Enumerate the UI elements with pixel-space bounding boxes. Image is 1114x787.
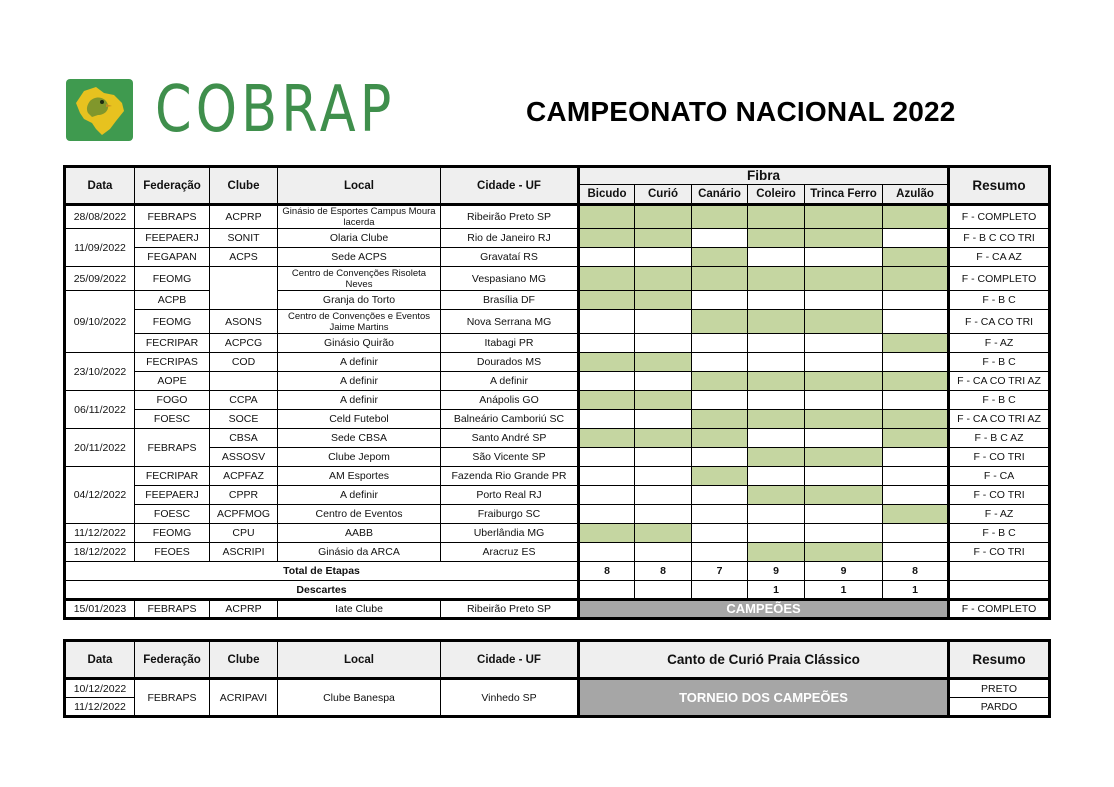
- total-resumo-cell: [949, 562, 1050, 581]
- date-cell: 15/01/2023: [65, 600, 135, 619]
- federacao-cell: FECRIPAR: [135, 334, 210, 353]
- table1-header-row: [65, 167, 1050, 185]
- resumo-cell: F - CA CO TRI AZ: [949, 410, 1050, 429]
- date-cell: 20/11/2022: [65, 429, 135, 467]
- local-cell: A definir: [278, 372, 441, 391]
- federacao-cell: FOESC: [135, 410, 210, 429]
- cidade-cell: Aracruz ES: [441, 543, 579, 562]
- resumo-cell: F - B C: [949, 524, 1050, 543]
- fibra-cell-canario: [692, 410, 748, 429]
- descartes-cell-azulao: 1: [883, 581, 949, 600]
- local-cell: A definir: [278, 391, 441, 410]
- date-cell: 09/10/2022: [65, 291, 135, 353]
- descartes-row: [65, 581, 1050, 600]
- local-cell: Sede ACPS: [278, 248, 441, 267]
- table-row: [65, 524, 1050, 543]
- fibra-cell-bicudo: [579, 505, 635, 524]
- fibra-cell-trinca-ferro: [805, 310, 883, 334]
- clube-cell: CCPA: [210, 391, 278, 410]
- fibra-cell-azulao: [883, 248, 949, 267]
- cidade-cell: Nova Serrana MG: [441, 310, 579, 334]
- header-resumo: Resumo: [949, 167, 1050, 205]
- header-event: Canto de Curió Praia Clássico: [579, 641, 949, 679]
- clube-cell: CBSA: [210, 429, 278, 448]
- fibra-cell-trinca-ferro: [805, 543, 883, 562]
- cidade-cell: Dourados MS: [441, 353, 579, 372]
- fibra-cell-curio: [635, 291, 692, 310]
- fibra-cell-trinca-ferro: [805, 486, 883, 505]
- cidade-cell: Ribeirão Preto SP: [441, 205, 579, 229]
- cidade-cell: Anápolis GO: [441, 391, 579, 410]
- table2-header-row: [65, 641, 1050, 679]
- resumo-cell: F - COMPLETO: [949, 600, 1050, 619]
- total-cell-trinca-ferro: 9: [805, 562, 883, 581]
- fibra-cell-trinca-ferro: [805, 372, 883, 391]
- cidade-cell: Ribeirão Preto SP: [441, 600, 579, 619]
- fibra-cell-curio: [635, 310, 692, 334]
- fibra-cell-curio: [635, 334, 692, 353]
- clube-cell: ACPRP: [210, 205, 278, 229]
- fibra-cell-bicudo: [579, 353, 635, 372]
- cidade-cell: Rio de Janeiro RJ: [441, 229, 579, 248]
- header-fibra-trinca-ferro: Trinca Ferro: [805, 185, 883, 205]
- clube-cell: ACPFMOG: [210, 505, 278, 524]
- fibra-cell-canario: [692, 429, 748, 448]
- resumo-cell: F - B C: [949, 291, 1050, 310]
- fibra-cell-bicudo: [579, 229, 635, 248]
- header-data: Data: [65, 641, 135, 679]
- torneio-banner: TORNEIO DOS CAMPEÕES: [579, 679, 949, 717]
- fibra-cell-trinca-ferro: [805, 467, 883, 486]
- federacao-cell: FOGO: [135, 391, 210, 410]
- fibra-cell-curio: [635, 467, 692, 486]
- cidade-cell: Fraiburgo SC: [441, 505, 579, 524]
- table-row: [65, 334, 1050, 353]
- fibra-cell-azulao: [883, 310, 949, 334]
- table-row: [65, 448, 1050, 467]
- fibra-cell-canario: [692, 486, 748, 505]
- fibra-cell-canario: [692, 543, 748, 562]
- fibra-cell-curio: [635, 229, 692, 248]
- descartes-cell-curio: [635, 581, 692, 600]
- federacao-cell: FEEPAERJ: [135, 486, 210, 505]
- local-cell: Ginásio Quirão: [278, 334, 441, 353]
- header-local: Local: [278, 641, 441, 679]
- fibra-cell-coleiro: [748, 267, 805, 291]
- resumo-cell: F - B C: [949, 353, 1050, 372]
- resumo-cell: F - B C AZ: [949, 429, 1050, 448]
- local-cell: Ginásio da ARCA: [278, 543, 441, 562]
- date-cell: 04/12/2022: [65, 467, 135, 524]
- fibra-cell-trinca-ferro: [805, 334, 883, 353]
- cidade-cell: Vinhedo SP: [441, 679, 579, 717]
- fibra-cell-coleiro: [748, 486, 805, 505]
- fibra-cell-canario: [692, 448, 748, 467]
- fibra-cell-curio: [635, 248, 692, 267]
- local-cell: Centro de Eventos: [278, 505, 441, 524]
- fibra-cell-coleiro: [748, 353, 805, 372]
- federacao-cell: ACPB: [135, 291, 210, 310]
- header-fibra-curio: Curió: [635, 185, 692, 205]
- table-row: [65, 429, 1050, 448]
- local-cell: Centro de Convenções e Eventos Jaime Martins: [278, 310, 441, 334]
- resumo-cell: F - COMPLETO: [949, 205, 1050, 229]
- fibra-cell-canario: [692, 229, 748, 248]
- fibra-cell-coleiro: [748, 310, 805, 334]
- resumo-cell: F - CO TRI: [949, 543, 1050, 562]
- federacao-cell: FECRIPAR: [135, 467, 210, 486]
- header-federacao: Federação: [135, 641, 210, 679]
- resumo-cell: F - CO TRI: [949, 486, 1050, 505]
- fibra-cell-trinca-ferro: [805, 505, 883, 524]
- clube-cell: ASONS: [210, 310, 278, 334]
- federacao-cell: FEOMG: [135, 267, 210, 291]
- brand-name: COBRAP: [155, 73, 396, 147]
- cidade-cell: Porto Real RJ: [441, 486, 579, 505]
- header-clube: Clube: [210, 641, 278, 679]
- local-cell: Celd Futebol: [278, 410, 441, 429]
- date-cell: 23/10/2022: [65, 353, 135, 391]
- fibra-cell-trinca-ferro: [805, 229, 883, 248]
- cidade-cell: Gravataí RS: [441, 248, 579, 267]
- federacao-cell: FEBRAPS: [135, 429, 210, 467]
- header-cidade: Cidade - UF: [441, 641, 579, 679]
- fibra-cell-coleiro: [748, 334, 805, 353]
- table-row: [65, 372, 1050, 391]
- fibra-cell-curio: [635, 205, 692, 229]
- fibra-cell-coleiro: [748, 505, 805, 524]
- fibra-cell-azulao: [883, 448, 949, 467]
- fibra-cell-azulao: [883, 291, 949, 310]
- local-cell: Olaria Clube: [278, 229, 441, 248]
- header-cidade: Cidade - UF: [441, 167, 579, 205]
- fibra-cell-bicudo: [579, 410, 635, 429]
- resumo-cell: PRETO: [949, 679, 1050, 698]
- fibra-cell-bicudo: [579, 372, 635, 391]
- fibra-cell-azulao: [883, 410, 949, 429]
- header-fibra: Fibra: [579, 167, 949, 185]
- federacao-cell: AOPE: [135, 372, 210, 391]
- resumo-cell: F - CA: [949, 467, 1050, 486]
- fibra-cell-curio: [635, 486, 692, 505]
- fibra-cell-canario: [692, 391, 748, 410]
- fibra-cell-azulao: [883, 229, 949, 248]
- page-title: CAMPEONATO NACIONAL 2022: [526, 96, 956, 127]
- cidade-cell: Balneário Camboriú SC: [441, 410, 579, 429]
- fibra-cell-canario: [692, 467, 748, 486]
- header-local: Local: [278, 167, 441, 205]
- clube-cell: ACPS: [210, 248, 278, 267]
- fibra-cell-trinca-ferro: [805, 448, 883, 467]
- federacao-cell: FEOMG: [135, 524, 210, 543]
- fibra-cell-trinca-ferro: [805, 248, 883, 267]
- clube-cell: ACRIPAVI: [210, 679, 278, 717]
- fibra-cell-bicudo: [579, 248, 635, 267]
- fibra-cell-azulao: [883, 353, 949, 372]
- fibra-cell-coleiro: [748, 205, 805, 229]
- table-row: [65, 310, 1050, 334]
- clube-cell: ACPRP: [210, 600, 278, 619]
- fibra-cell-coleiro: [748, 543, 805, 562]
- date-cell: 28/08/2022: [65, 205, 135, 229]
- fibra-cell-bicudo: [579, 310, 635, 334]
- fibra-cell-bicudo: [579, 524, 635, 543]
- date-cell: 11/12/2022: [65, 524, 135, 543]
- date-cell: 10/12/2022: [65, 679, 135, 698]
- fibra-cell-trinca-ferro: [805, 429, 883, 448]
- resumo-cell: F - COMPLETO: [949, 267, 1050, 291]
- fibra-cell-trinca-ferro: [805, 353, 883, 372]
- resumo-cell: F - CA CO TRI: [949, 310, 1050, 334]
- torneio-campeoes-table: [63, 639, 1051, 718]
- total-cell-coleiro: 9: [748, 562, 805, 581]
- fibra-cell-trinca-ferro: [805, 267, 883, 291]
- table-row: [65, 267, 1050, 291]
- fibra-cell-azulao: [883, 505, 949, 524]
- cidade-cell: Santo André SP: [441, 429, 579, 448]
- fibra-cell-curio: [635, 505, 692, 524]
- fibra-cell-canario: [692, 505, 748, 524]
- fibra-cell-bicudo: [579, 467, 635, 486]
- clube-cell: [210, 372, 278, 391]
- fibra-cell-bicudo: [579, 543, 635, 562]
- total-label: Total de Etapas: [65, 562, 579, 581]
- clube-cell: SOCE: [210, 410, 278, 429]
- fibra-cell-canario: [692, 291, 748, 310]
- fibra-cell-trinca-ferro: [805, 391, 883, 410]
- federacao-cell: FEBRAPS: [135, 600, 210, 619]
- fibra-cell-curio: [635, 524, 692, 543]
- fibra-cell-coleiro: [748, 291, 805, 310]
- fibra-cell-curio: [635, 267, 692, 291]
- total-cell-bicudo: 8: [579, 562, 635, 581]
- cidade-cell: São Vicente SP: [441, 448, 579, 467]
- fibra-cell-coleiro: [748, 372, 805, 391]
- resumo-cell: F - AZ: [949, 505, 1050, 524]
- local-cell: AABB: [278, 524, 441, 543]
- clube-cell: CPPR: [210, 486, 278, 505]
- fibra-cell-coleiro: [748, 229, 805, 248]
- federacao-cell: FOESC: [135, 505, 210, 524]
- header-fibra-azulao: Azulão: [883, 185, 949, 205]
- fibra-cell-canario: [692, 353, 748, 372]
- fibra-cell-trinca-ferro: [805, 524, 883, 543]
- federacao-cell: FEOMG: [135, 310, 210, 334]
- clube-cell: ASCRIPI: [210, 543, 278, 562]
- descartes-cell-coleiro: 1: [748, 581, 805, 600]
- fibra-cell-azulao: [883, 467, 949, 486]
- total-cell-curio: 8: [635, 562, 692, 581]
- resumo-cell: F - B C: [949, 391, 1050, 410]
- local-cell: A definir: [278, 353, 441, 372]
- local-cell: Iate Clube: [278, 600, 441, 619]
- descartes-resumo-cell: [949, 581, 1050, 600]
- fibra-cell-coleiro: [748, 467, 805, 486]
- local-cell: Centro de Convenções Risoleta Neves: [278, 267, 441, 291]
- table-row: [65, 505, 1050, 524]
- descartes-cell-canario: [692, 581, 748, 600]
- descartes-cell-bicudo: [579, 581, 635, 600]
- cobrap-logo: [66, 79, 133, 141]
- cidade-cell: Fazenda Rio Grande PR: [441, 467, 579, 486]
- fibra-cell-coleiro: [748, 248, 805, 267]
- fibra-cell-azulao: [883, 205, 949, 229]
- resumo-cell: F - CO TRI: [949, 448, 1050, 467]
- fibra-cell-bicudo: [579, 391, 635, 410]
- fibra-cell-canario: [692, 372, 748, 391]
- fibra-cell-coleiro: [748, 429, 805, 448]
- header-fibra-bicudo: Bicudo: [579, 185, 635, 205]
- total-cell-azulao: 8: [883, 562, 949, 581]
- federacao-cell: FEEPAERJ: [135, 229, 210, 248]
- fibra-cell-curio: [635, 543, 692, 562]
- table-row: [65, 543, 1050, 562]
- fibra-cell-bicudo: [579, 486, 635, 505]
- date-cell: 11/12/2022: [65, 698, 135, 717]
- fibra-cell-azulao: [883, 372, 949, 391]
- table-row: [65, 679, 1050, 698]
- cidade-cell: A definir: [441, 372, 579, 391]
- total-row: [65, 562, 1050, 581]
- clube-cell: SONIT: [210, 229, 278, 248]
- header-fibra-canario: Canário: [692, 185, 748, 205]
- clube-cell: CPU: [210, 524, 278, 543]
- championship-schedule-table: [63, 165, 1051, 620]
- fibra-cell-bicudo: [579, 291, 635, 310]
- clube-cell: ASSOSV: [210, 448, 278, 467]
- fibra-cell-canario: [692, 205, 748, 229]
- table-row: [65, 486, 1050, 505]
- fibra-cell-canario: [692, 334, 748, 353]
- final-row: [65, 600, 1050, 619]
- header-fibra-coleiro: Coleiro: [748, 185, 805, 205]
- cidade-cell: Brasília DF: [441, 291, 579, 310]
- resumo-cell: F - CA AZ: [949, 248, 1050, 267]
- table-row: [65, 248, 1050, 267]
- resumo-cell: F - AZ: [949, 334, 1050, 353]
- fibra-cell-curio: [635, 448, 692, 467]
- fibra-cell-canario: [692, 248, 748, 267]
- cidade-cell: Uberlândia MG: [441, 524, 579, 543]
- fibra-cell-azulao: [883, 543, 949, 562]
- fibra-cell-canario: [692, 524, 748, 543]
- date-cell: 18/12/2022: [65, 543, 135, 562]
- cidade-cell: Itabagi PR: [441, 334, 579, 353]
- cidade-cell: Vespasiano MG: [441, 267, 579, 291]
- fibra-cell-bicudo: [579, 334, 635, 353]
- local-cell: Clube Banespa: [278, 679, 441, 717]
- fibra-cell-azulao: [883, 429, 949, 448]
- fibra-cell-bicudo: [579, 448, 635, 467]
- fibra-cell-trinca-ferro: [805, 410, 883, 429]
- fibra-cell-curio: [635, 372, 692, 391]
- fibra-cell-trinca-ferro: [805, 291, 883, 310]
- clube-cell: COD: [210, 353, 278, 372]
- fibra-cell-azulao: [883, 267, 949, 291]
- fibra-cell-bicudo: [579, 205, 635, 229]
- table-row: [65, 467, 1050, 486]
- brazil-map-bird-icon: [66, 79, 133, 141]
- fibra-cell-bicudo: [579, 267, 635, 291]
- table-row: [65, 391, 1050, 410]
- local-cell: AM Esportes: [278, 467, 441, 486]
- fibra-cell-coleiro: [748, 448, 805, 467]
- date-cell: 25/09/2022: [65, 267, 135, 291]
- fibra-cell-azulao: [883, 524, 949, 543]
- fibra-cell-curio: [635, 353, 692, 372]
- clube-cell: [210, 267, 278, 310]
- fibra-cell-canario: [692, 267, 748, 291]
- table-row: [65, 353, 1050, 372]
- fibra-cell-coleiro: [748, 524, 805, 543]
- date-cell: 11/09/2022: [65, 229, 135, 267]
- fibra-cell-curio: [635, 391, 692, 410]
- descartes-label: Descartes: [65, 581, 579, 600]
- local-cell: Clube Jepom: [278, 448, 441, 467]
- fibra-cell-azulao: [883, 391, 949, 410]
- descartes-cell-trinca-ferro: 1: [805, 581, 883, 600]
- header-resumo: Resumo: [949, 641, 1050, 679]
- fibra-cell-azulao: [883, 334, 949, 353]
- table-row: [65, 410, 1050, 429]
- local-cell: Sede CBSA: [278, 429, 441, 448]
- local-cell: Granja do Torto: [278, 291, 441, 310]
- total-cell-canario: 7: [692, 562, 748, 581]
- fibra-cell-bicudo: [579, 429, 635, 448]
- fibra-cell-trinca-ferro: [805, 205, 883, 229]
- fibra-cell-curio: [635, 429, 692, 448]
- resumo-cell: PARDO: [949, 698, 1050, 717]
- local-cell: A definir: [278, 486, 441, 505]
- fibra-cell-coleiro: [748, 391, 805, 410]
- header-clube: Clube: [210, 167, 278, 205]
- federacao-cell: FECRIPAS: [135, 353, 210, 372]
- resumo-cell: F - CA CO TRI AZ: [949, 372, 1050, 391]
- federacao-cell: FEOES: [135, 543, 210, 562]
- fibra-cell-curio: [635, 410, 692, 429]
- campeoes-banner: CAMPEÕES: [579, 600, 949, 619]
- federacao-cell: FEBRAPS: [135, 205, 210, 229]
- date-cell: 06/11/2022: [65, 391, 135, 429]
- header-federacao: Federação: [135, 167, 210, 205]
- header-data: Data: [65, 167, 135, 205]
- fibra-cell-canario: [692, 310, 748, 334]
- local-cell: Ginásio de Esportes Campus Moura lacerda: [278, 205, 441, 229]
- fibra-cell-azulao: [883, 486, 949, 505]
- table-row: [65, 229, 1050, 248]
- federacao-cell: FEGAPAN: [135, 248, 210, 267]
- federacao-cell: FEBRAPS: [135, 679, 210, 717]
- clube-cell: ACPCG: [210, 334, 278, 353]
- clube-cell: ACPFAZ: [210, 467, 278, 486]
- resumo-cell: F - B C CO TRI: [949, 229, 1050, 248]
- table-row: [65, 205, 1050, 229]
- fibra-cell-coleiro: [748, 410, 805, 429]
